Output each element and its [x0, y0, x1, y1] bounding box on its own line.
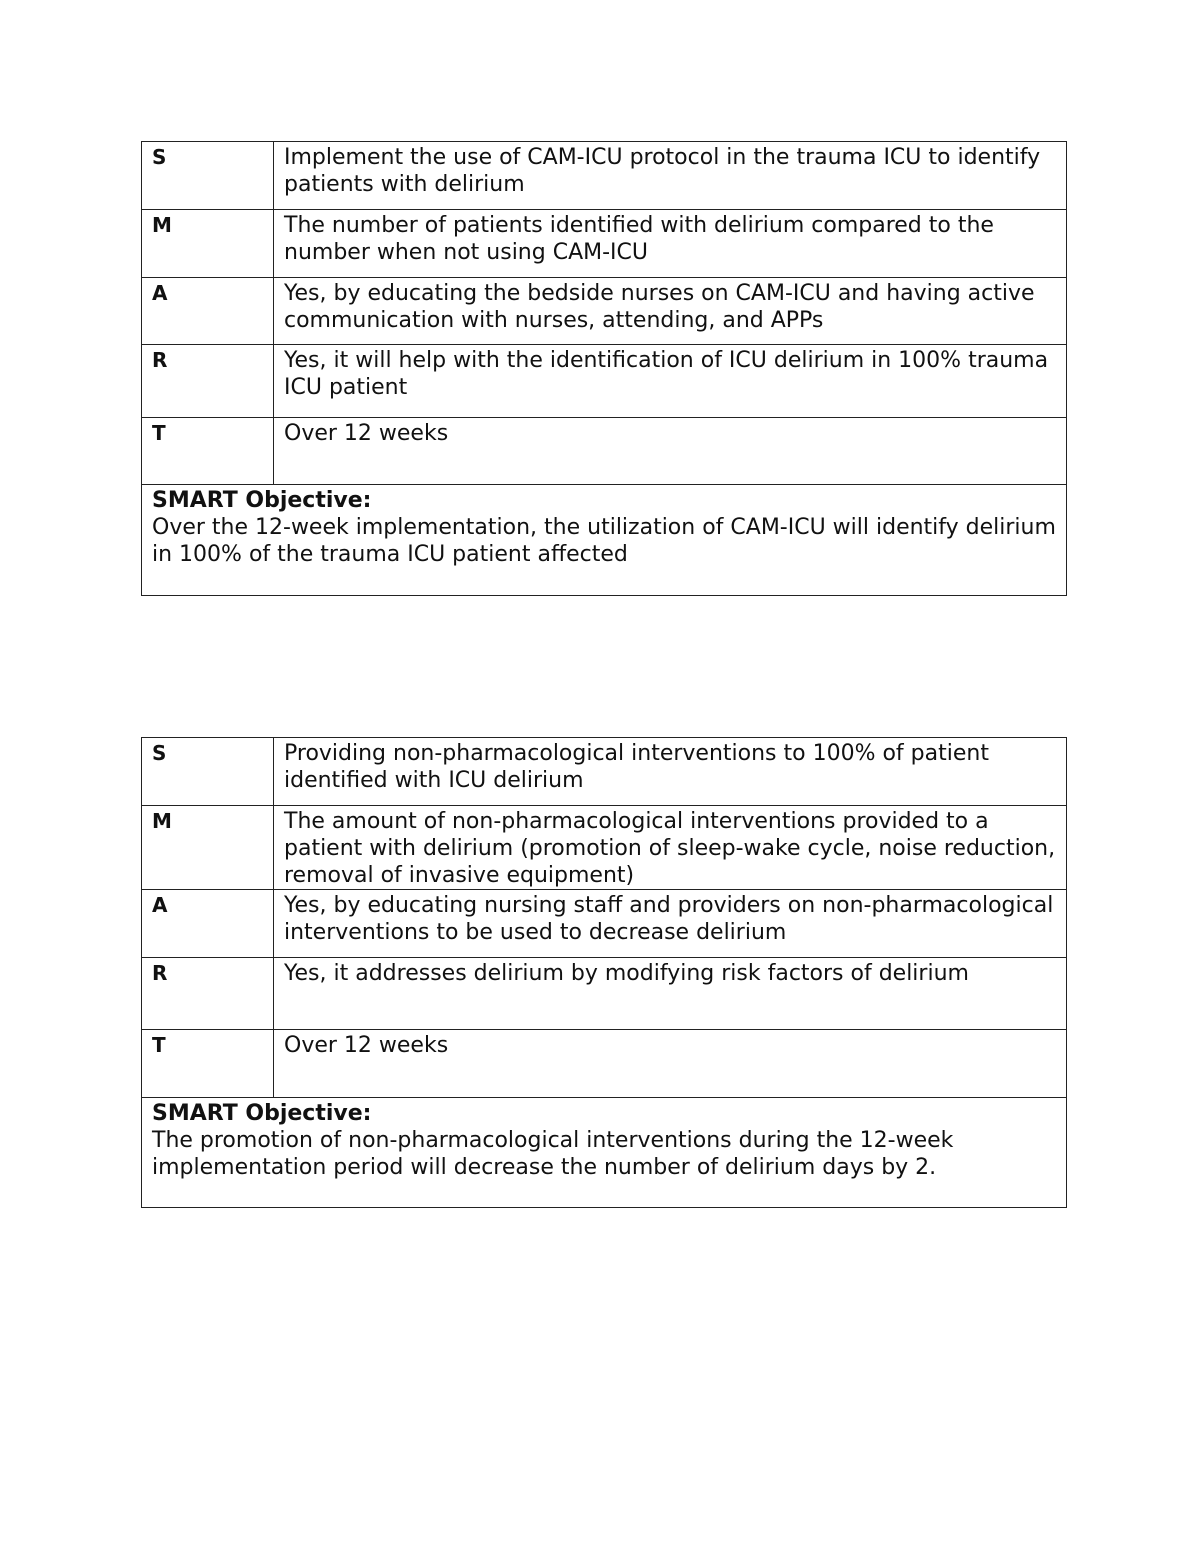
- row-text: Yes, it addresses delirium by modifying risk factors of delirium: [274, 958, 1067, 1030]
- objective-text: The promotion of non-pharmacological interventions during the 12-week implementation period will decrease the number of delirium days by 2.: [152, 1128, 954, 1180]
- objective-row: [142, 1098, 1067, 1208]
- objective-heading: SMART Objective:: [152, 1101, 372, 1126]
- smart-objective: [142, 485, 1067, 596]
- table-row: [142, 142, 1067, 210]
- row-text: Providing non-pharmacological interventions to 100% of patient identified with ICU delirium: [274, 738, 1067, 806]
- row-text: Yes, it will help with the identification of ICU delirium in 100% trauma ICU patient: [274, 345, 1067, 418]
- table-row: [142, 806, 1067, 890]
- row-letter: R: [142, 345, 274, 418]
- row-letter: S: [142, 738, 274, 806]
- objective-text: Over the 12-week implementation, the utilization of CAM-ICU will identify delirium in 100% of the trauma ICU patient affected: [152, 515, 1056, 567]
- row-letter: A: [142, 278, 274, 345]
- row-letter: T: [142, 1030, 274, 1098]
- row-text: Yes, by educating nursing staff and providers on non-pharmacological interventions to be used to decrease delirium: [274, 890, 1067, 958]
- row-letter: M: [142, 806, 274, 890]
- row-text: The number of patients identified with delirium compared to the number when not using CAM-ICU: [274, 210, 1067, 278]
- row-letter: T: [142, 418, 274, 485]
- row-text: The amount of non-pharmacological interventions provided to a patient with delirium (promotion of sleep-wake cycle, noise reduction, removal of invasive equipment): [274, 806, 1067, 890]
- row-letter: R: [142, 958, 274, 1030]
- smart-table-2: [141, 737, 1067, 1208]
- smart-objective: [142, 1098, 1067, 1208]
- row-text: Yes, by educating the bedside nurses on CAM-ICU and having active communication with nurses, attending, and APPs: [274, 278, 1067, 345]
- table-row: [142, 210, 1067, 278]
- row-letter: S: [142, 142, 274, 210]
- row-text: Over 12 weeks: [274, 418, 1067, 485]
- table-row: [142, 1030, 1067, 1098]
- table-row: [142, 418, 1067, 485]
- smart-table-1: [141, 141, 1067, 596]
- row-text: Over 12 weeks: [274, 1030, 1067, 1098]
- table-row: [142, 738, 1067, 806]
- row-letter: M: [142, 210, 274, 278]
- objective-heading: SMART Objective:: [152, 488, 372, 513]
- row-text: Implement the use of CAM-ICU protocol in the trauma ICU to identify patients with delirium: [274, 142, 1067, 210]
- table-row: [142, 345, 1067, 418]
- table-row: [142, 890, 1067, 958]
- table-row: [142, 958, 1067, 1030]
- row-letter: A: [142, 890, 274, 958]
- objective-row: [142, 485, 1067, 596]
- table-row: [142, 278, 1067, 345]
